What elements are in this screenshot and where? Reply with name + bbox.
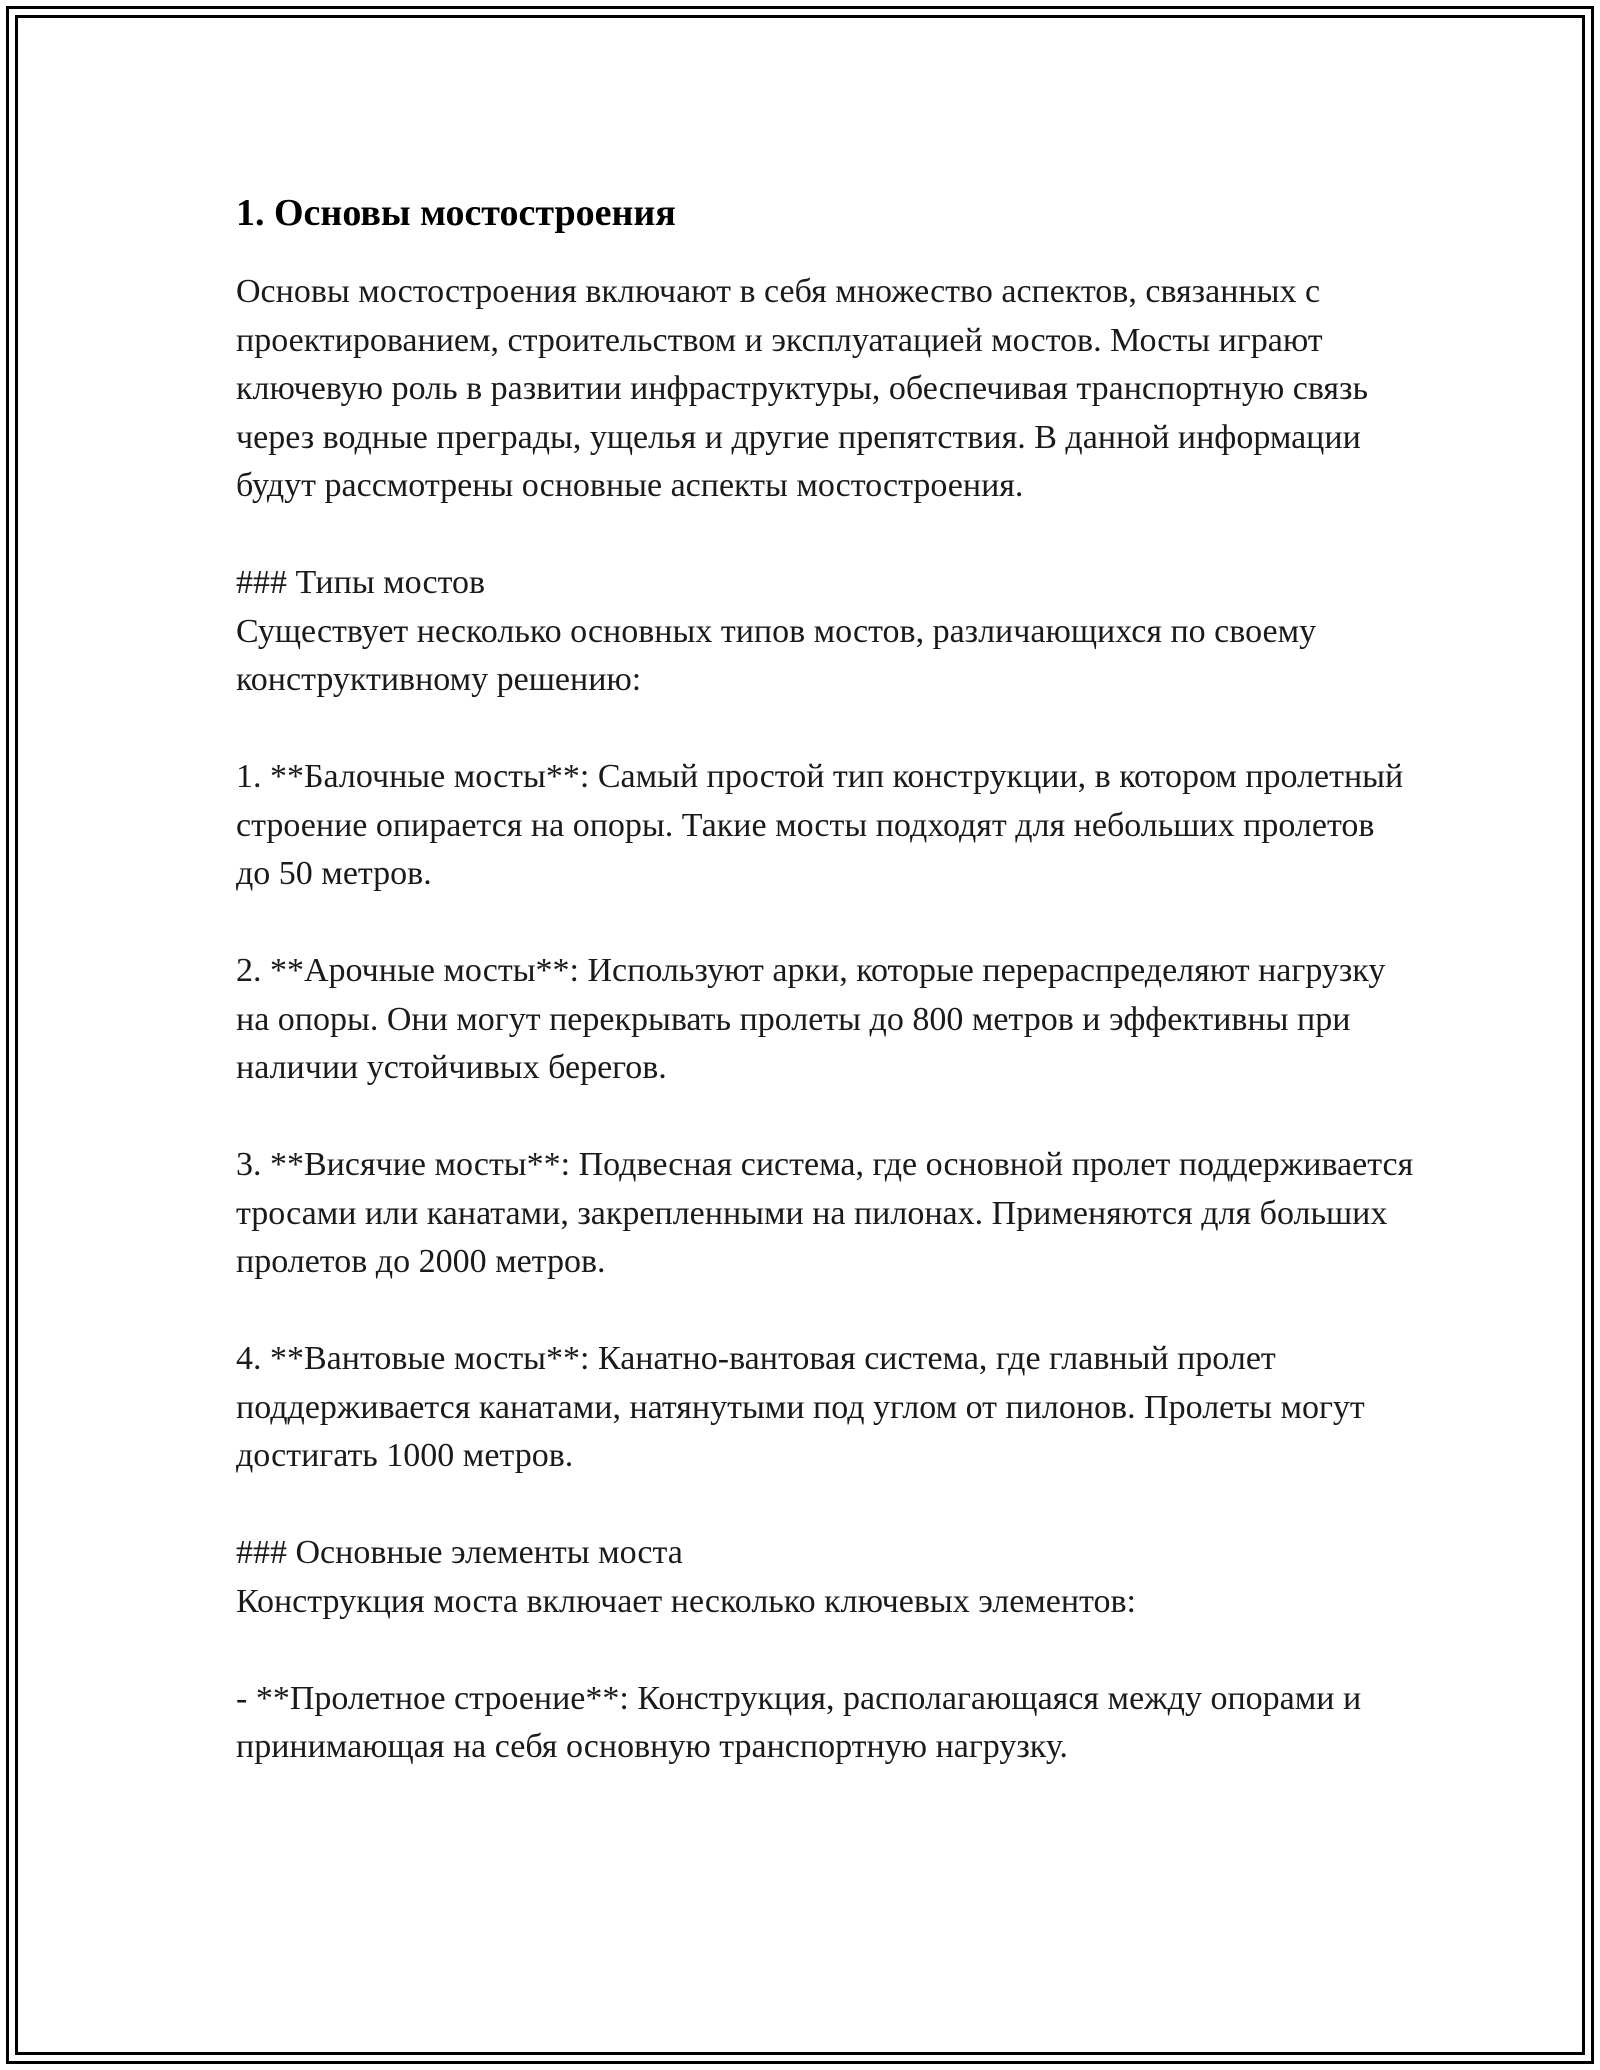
spacer [236,705,1416,754]
intro-paragraph: Основы мостостроения включают в себя множество аспектов, связанных с проектированием, строительством и эксплуатацией мостов. Мосты играют ключевую роль в развитии инфраструктуры, обеспечивая транспортную связь через водные преграды, ущелья и другие препятствия. В данной информации будут рассмотрены основные аспекты мостостроения. [236,273,1368,504]
spacer [236,1626,1416,1675]
document-title: 1. Основы мостостроения [236,192,676,234]
spacer [236,1287,1416,1336]
spacer [236,511,1416,560]
section-heading-elements: ### Основные элементы моста [236,1534,683,1571]
spacer [236,1093,1416,1142]
section-intro-types: Существует несколько основных типов мостов, различающихся по своему конструктивному решению: [236,612,1317,698]
section-intro-elements: Конструкция моста включает несколько ключевых элементов: [236,1582,1137,1620]
list-item-bridge-element: - **Пролетное строение**: Конструкция, располагающаяся между опорами и принимающая на себя основную транспортную нагрузку. [236,1679,1362,1765]
list-item-bridge-type: 2. **Арочные мосты**: Используют арки, которые перераспределяют нагрузку на опоры. Они могут перекрывать пролеты до 800 метров и эффективны при наличии устойчивых берегов. [236,952,1386,1086]
document-body [236,186,1416,1772]
list-item-bridge-type: 4. **Вантовые мосты**: Канатно-вантовая система, где главный пролет поддерживается канатами, натянутыми под углом от пилонов. Пролеты могут достигать 1000 метров. [236,1340,1365,1474]
spacer [236,899,1416,948]
list-item-bridge-type: 1. **Балочные мосты**: Самый простой тип конструкции, в котором пролетный строение опирается на опоры. Такие мосты подходят для небольших пролетов до 50 метров. [236,758,1404,892]
spacer [236,1481,1416,1530]
section-heading-types: ### Типы мостов [236,564,486,601]
list-item-bridge-type: 3. **Висячие мосты**: Подвесная система, где основной пролет поддерживается тросами или канатами, закрепленными на пилонах. Применяются для больших пролетов до 2000 метров. [236,1146,1414,1280]
